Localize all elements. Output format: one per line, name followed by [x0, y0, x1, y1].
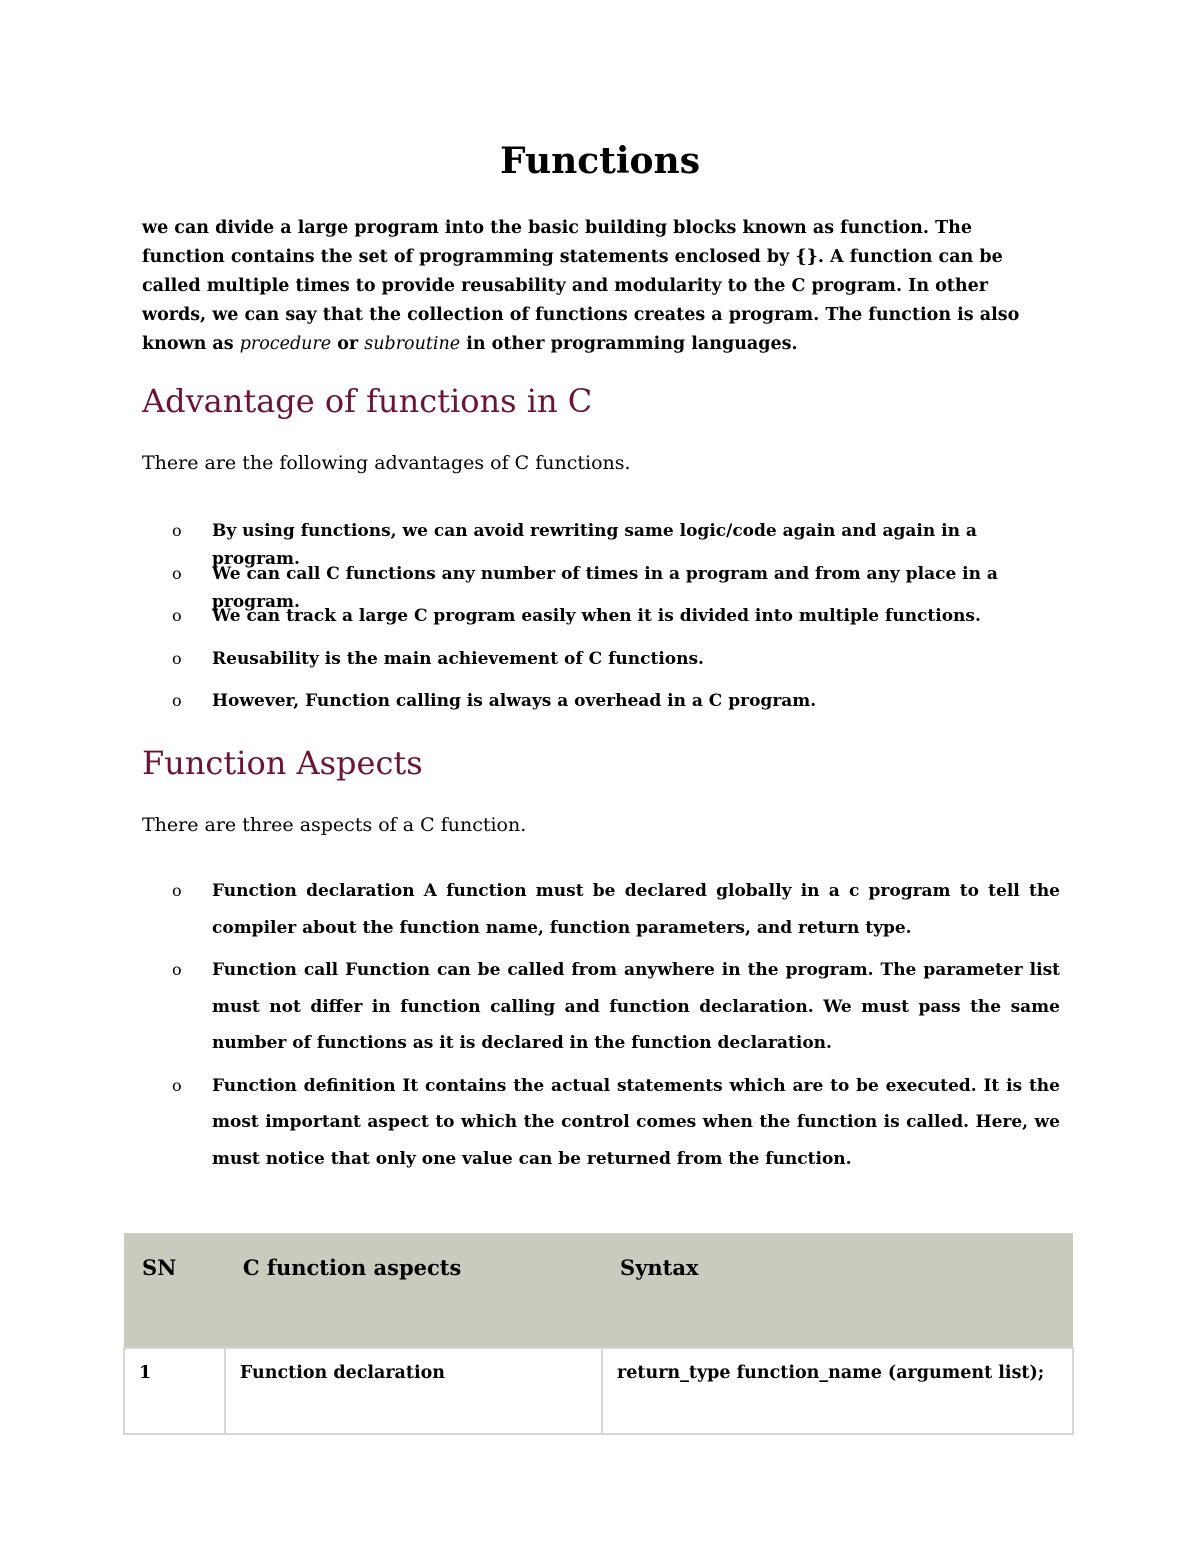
aspects-list [172, 873, 1060, 1183]
list-item [172, 517, 1060, 569]
aspects-heading: Function Aspects [142, 744, 423, 782]
header-aspects: C function aspects [225, 1233, 602, 1348]
bullet-marker: o [172, 563, 182, 583]
bullet-marker: o [172, 960, 182, 979]
intro-term-subroutine: subroutine [364, 334, 461, 354]
table-header-row [124, 1233, 1073, 1348]
bullet-marker: o [172, 691, 182, 710]
list-item-text: We can call C functions any number of times in a program and from any place in a program. [212, 563, 998, 612]
advantages-list [172, 517, 1060, 730]
list-item-text: Reusability is the main achievement of C functions. [212, 648, 704, 669]
advantages-heading: Advantage of functions in C [142, 382, 593, 420]
bullet-marker: o [172, 648, 182, 668]
list-item-text: However, Function calling is always a overhead in a C program. [212, 691, 817, 711]
page-title: Functions [500, 140, 700, 182]
table-row [124, 1348, 1073, 1434]
list-item [172, 645, 1060, 688]
bullet-marker: o [172, 881, 182, 900]
list-item-text: Function declaration A function must be declared globally in a c program to tell the compiler about the function name, function parameters, and return type. [212, 881, 1060, 938]
list-item-text: We can track a large C program easily when it is divided into multiple functions. [212, 606, 981, 626]
aspects-table [123, 1233, 1074, 1435]
intro-text-1: we can divide a large program into the basic building blocks known as function. The function contains the set of programming statements enclosed by {}. A function can be called multiple times to provide reusability and modularity to the C program. In other words, we can say that the collection of functions creates a program. The function is also known as [142, 218, 1020, 354]
intro-term-procedure: procedure [239, 334, 332, 354]
header-sn: SN [124, 1233, 225, 1348]
intro-paragraph [142, 214, 1057, 359]
cell-syntax: return_type function_name (argument list); [602, 1348, 1073, 1434]
header-syntax: Syntax [602, 1233, 1073, 1348]
list-item [172, 873, 1060, 946]
list-item [172, 687, 1060, 730]
list-item-text: By using functions, we can avoid rewriting same logic/code again and again in a program. [212, 521, 977, 569]
bullet-marker: o [172, 606, 182, 625]
list-item [172, 560, 1060, 612]
list-item [172, 602, 1060, 645]
list-item [172, 952, 1060, 1062]
list-item-text: Function call Function can be called from anywhere in the program. The parameter list must not differ in function calling and function declaration. We must pass the same number of functions as it is declared in the function declaration. [212, 960, 1060, 1053]
list-item [172, 1068, 1060, 1178]
list-item-text: Function definition It contains the actual statements which are to be executed. It is the most important aspect to which the control comes when the function is called. Here, we must notice that only one value can be returned from the function. [212, 1075, 1060, 1169]
advantages-lead: There are the following advantages of C functions. [142, 452, 631, 474]
aspects-lead: There are three aspects of a C function. [142, 814, 527, 836]
intro-text-2: in other programming languages. [460, 334, 798, 354]
bullet-marker: o [172, 1075, 182, 1095]
cell-aspect: Function declaration [225, 1348, 602, 1434]
intro-or: or [331, 334, 365, 354]
bullet-marker: o [172, 521, 182, 540]
cell-sn: 1 [124, 1348, 225, 1434]
